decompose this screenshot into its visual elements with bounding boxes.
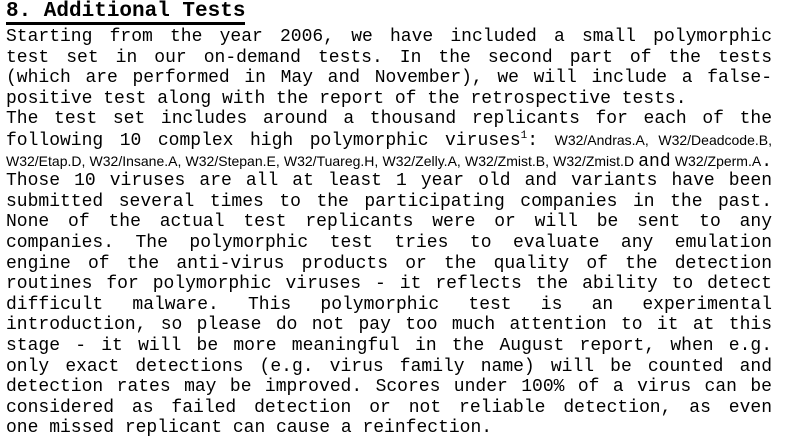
body-text: one missed replicant can cause a reinfection. bbox=[6, 418, 493, 437]
text-lines bbox=[6, 27, 772, 437]
text-line bbox=[6, 295, 772, 316]
body-text: stage - it will be more meaningful in the August report, when e.g. bbox=[6, 335, 772, 356]
body-text: introduction, so please do not pay too much attention to it at this bbox=[6, 315, 772, 336]
body-text: (which are performed in May and November), we will include a false- bbox=[6, 68, 772, 89]
text-line bbox=[6, 130, 772, 151]
section-heading-row bbox=[6, 2, 772, 27]
text-line bbox=[6, 27, 772, 48]
body-text: Those 10 viruses are all at least 1 year old and variants have been bbox=[6, 171, 772, 192]
virus-name-text: W32/Etap.D, W32/Insane.A, W32/Stepan.E, W32/Tuareg.H, W32/Zelly.A, W32/Zmist.B, W32/Zmist.D bbox=[6, 152, 639, 169]
text-line bbox=[6, 315, 772, 336]
text-line bbox=[6, 398, 772, 419]
body-text: considered as failed detection or not reliable detection, as even bbox=[6, 397, 772, 418]
text-line bbox=[6, 418, 772, 437]
text-line bbox=[6, 233, 772, 254]
body-text: detection rates may be improved. Scores under 100% of a virus can be bbox=[6, 377, 772, 398]
footnote-marker: 1 bbox=[520, 129, 528, 142]
text-line bbox=[6, 171, 772, 192]
text-line bbox=[6, 254, 772, 275]
text-line bbox=[6, 48, 772, 69]
body-text: test set in our on-demand tests. In the second part of the tests bbox=[6, 47, 772, 68]
text-line bbox=[6, 274, 772, 295]
virus-name-text: W32/Zperm.A bbox=[670, 152, 762, 169]
text-line bbox=[6, 377, 772, 398]
body-text: : bbox=[527, 130, 555, 151]
virus-name-text: W32/Andras.A, W32/Deadcode.B, bbox=[554, 131, 772, 148]
body-text: None of the actual test replicants were or will be sent to any bbox=[6, 212, 772, 233]
body-text: following 10 complex high polymorphic viruses bbox=[6, 130, 521, 151]
body-text: Starting from the year 2006, we have included a small polymorphic bbox=[6, 27, 772, 47]
text-line bbox=[6, 357, 772, 378]
text-line bbox=[6, 151, 772, 172]
body-text: The test set includes around a thousand replicants for each of the bbox=[6, 109, 772, 130]
text-line bbox=[6, 89, 772, 110]
text-line bbox=[6, 212, 772, 233]
text-line bbox=[6, 68, 772, 89]
body-text: submitted several times to the participating companies in the past. bbox=[6, 191, 772, 212]
text-line bbox=[6, 109, 772, 130]
text-line bbox=[6, 336, 772, 357]
body-text: difficult malware. This polymorphic test is an experimental bbox=[6, 294, 772, 315]
section-heading: 8. Additional Tests bbox=[6, 0, 246, 23]
text-line bbox=[6, 192, 772, 213]
body-text: positive test along with the report of the retrospective tests. bbox=[6, 88, 687, 109]
body-text: routines for polymorphic viruses - it reflects the ability to detect bbox=[6, 274, 772, 295]
body-text: companies. The polymorphic test tries to evaluate any emulation bbox=[6, 232, 772, 253]
body-text: only exact detections (e.g. virus family name) will be counted and bbox=[6, 356, 772, 377]
body-text: and bbox=[638, 151, 671, 172]
body-text: . bbox=[761, 151, 772, 172]
body-text: engine of the anti-virus products or the quality of the detection bbox=[6, 253, 772, 274]
